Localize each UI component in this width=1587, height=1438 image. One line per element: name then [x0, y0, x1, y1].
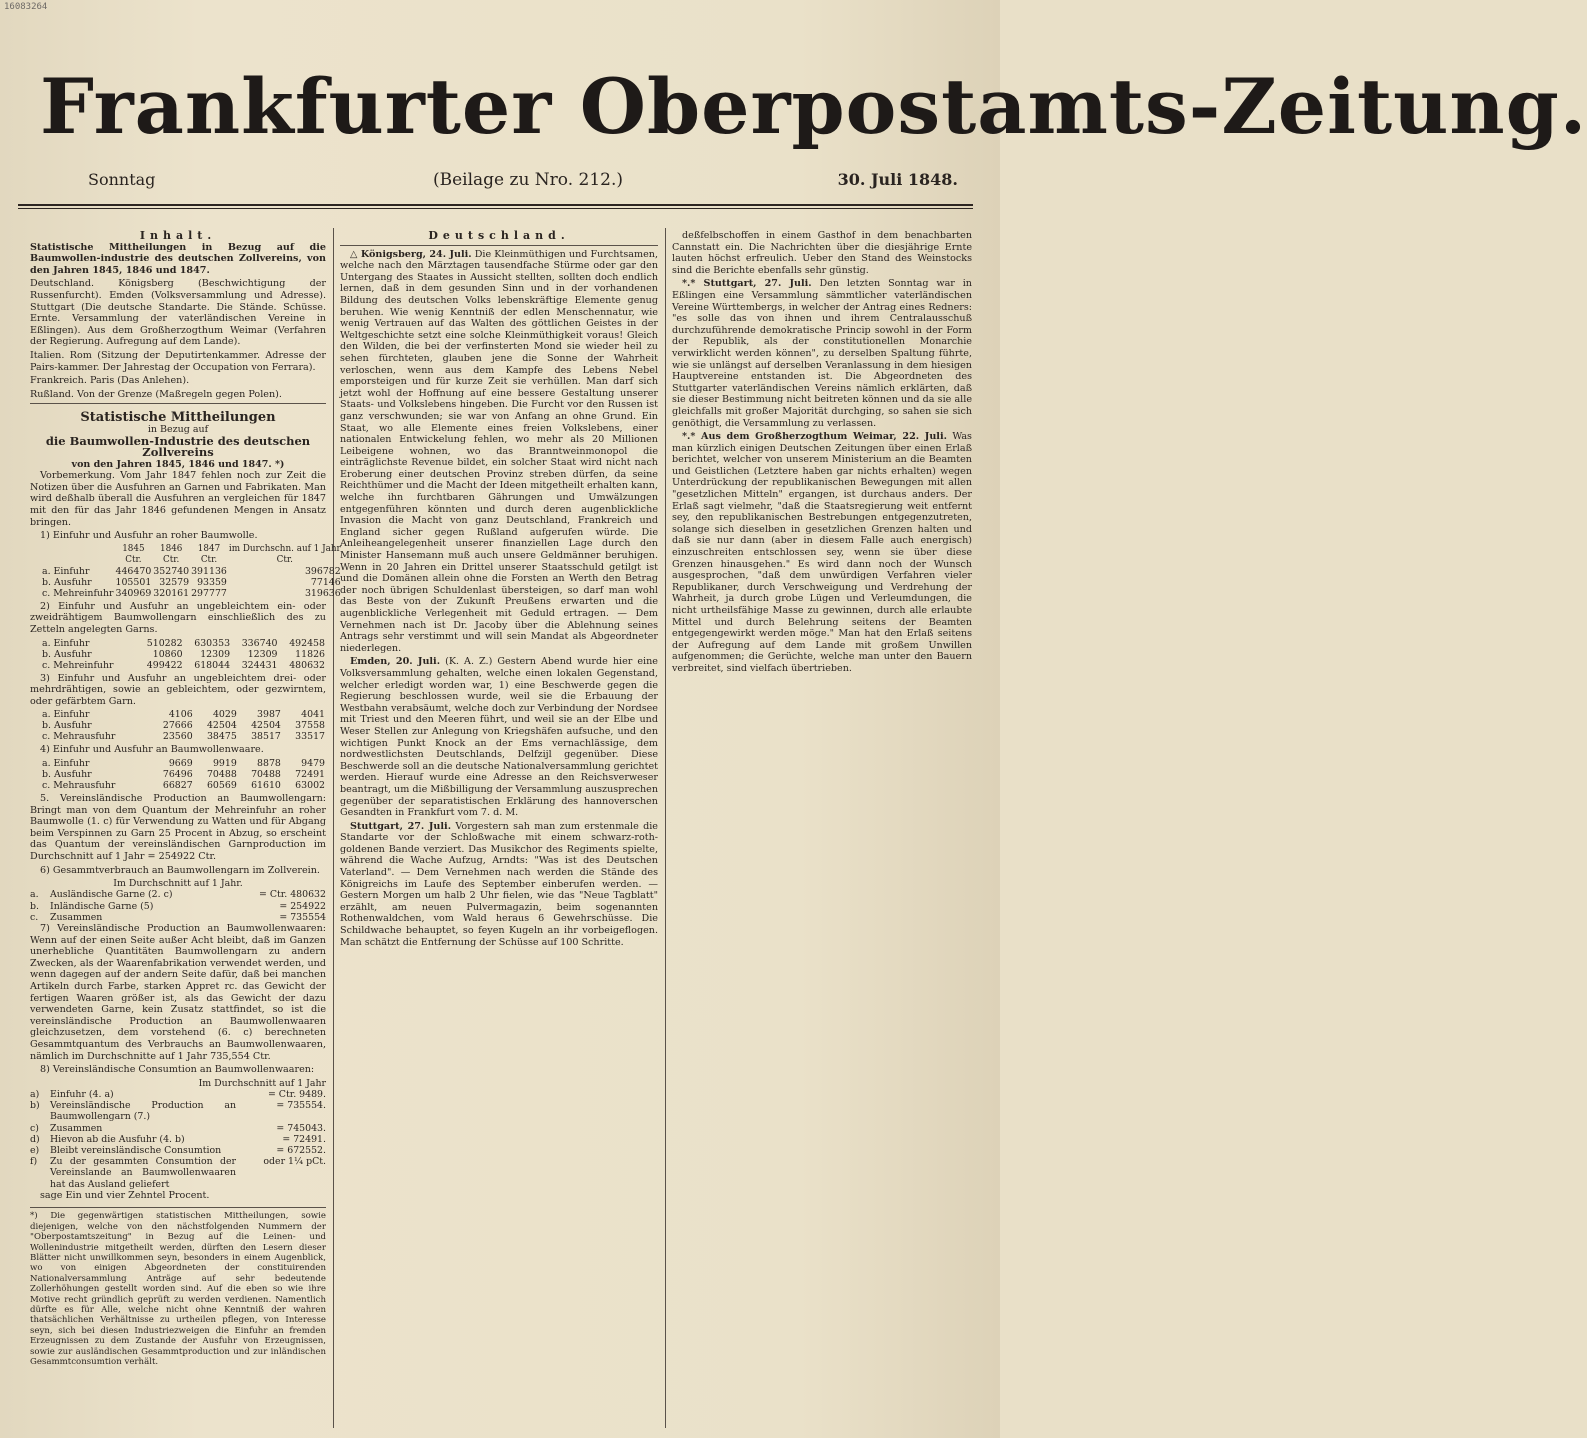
unit-cell: Ctr.	[163, 554, 180, 565]
article	[672, 230, 972, 276]
table-row: b. Ausfuhr 105501 32579 93359 77146	[42, 576, 341, 588]
article-text: Was man kürzlich einigen Deutschen Zeitungen über einen Erlaß berichtet, welcher von unserem Ministerium an die Beamten und Geistlichen (Letztere haben gar nichts erhalten) wegen Unterdrückung der republikanischen Bewegungen mit allen "gesetzlichen Mitteln" ergangen, ist durchaus anders. Der Erlaß sagt vielmehr, "daß die Staatsregierung weit entfernt sey, den republikanischen Bestrebungen entgegenzutreten, solange sich dieselben in gesetzlichen Grenzen halten und daß sie nur dann (aber in diesem Falle auch energisch) einzuschreiten entschlossen sey, wenn sie über diese Grenzen hinausgehen." Es wird dann noch der Wunsch ausgesprochen, "daß dem unwürdigen Verfahren vieler Republikaner, durch Verschweigung und Verdrehung der Wahrheit, ja durch grobe Lügen und Verleumdungen, die nicht urtheilsfähige Masse zu gewinnen, durch alle erlaubte Mittel und durch Belehrung seitens der Beamten entgegengewirkt werden möge." Man hat den Erlaß seitens der Aufregung auf dem Lande mit großem Unwillen aufgenommen; die Gerüchte, welche man unter den Bauern verbreitet, sind vielfach übertrieben.	[672, 431, 972, 674]
table-row: c. Mehreinfuhr 499422 618044 324431 480632	[42, 659, 325, 671]
section-8-calc	[30, 1089, 326, 1190]
article-dateline: △ Königsberg, 24. Juli.	[350, 248, 472, 260]
column-divider-2	[665, 228, 666, 1428]
col-header: 1846	[160, 543, 183, 554]
table-of-contents	[30, 230, 326, 400]
unit-cell: Ctr.	[125, 554, 142, 565]
section-title: 6) Gesammtverbrauch an Baumwollengarn im Zollverein.	[40, 864, 320, 876]
article	[672, 431, 972, 674]
statistics-title: Statistische Mittheilungen	[80, 410, 276, 426]
article-text: (K. A. Z.) Gestern Abend wurde hier eine Volksversammlung gehalten, welche einen lokalen Gegenstand, welcher erledigt worden war, 1) eine Beschwerde gegen die Regierung beschlossen wurde, weil sie die Erbauung der Westbahn verabsäumt, welche doch zur Verbindung der Nordsee mit Triest und den Meeren führt, und weil sie an der Elbe und Weser Stellen zur Anlegung von Kriegshäfen aufsuche, und den wichtigen Punkt Knock an der Ems vernachlässige, dem nordwestlichsten Deutschlands, Delfzijl gegenüber. Diese Beschwerde soll an die deutsche Nationalversammlung gerichtet werden. Hierauf wurde eine Adresse an den Reichsverweser beantragt, um die Mißbilligung der Versammlung auszusprechen gegenüber der separatistischen Erklärung des hannoverschen Gesandten in Frankfurt vom 7. d. M.	[340, 656, 658, 819]
col-header: 1845	[122, 543, 145, 554]
calc-row: c. Zusammen = 735554	[30, 911, 326, 923]
article-text: Die Kleinmüthigen und Furchtsamen, welche nach den Märztagen tausendfache Stürme oder gar den Untergang des Staates in Aussicht stellten, sollten doch endlich lernen, daß in dem gesunden Sinn und in der vorhandenen Bildung des deutschen Volks lebenskräftige Elemente genug beruhen. Wie wenig Kenntniß der edlen Menschennatur, wie wenig Vertrauen auf das Walten des göttlichen Geistes in der Weltgeschichte setzt eine solche Kleinmüthigkeit voraus! Gleich den Wilden, die bei der verfinsterten Mond sie wieder heil zu sehen fürchteten, glauben jene die Sonne der Wahrheit verloschen, wenn aus dem Kampfe des Lebens Nebel emporsteigen und für kurze Zeit sie verhüllen. Man darf sich jetzt wohl der Hoffnung auf eine bessere Gestaltung unserer Staats- und Volkslebens hingeben. Die Furcht vor den Russen ist ganz verschwunden; sie war von Anfang an ohne Grund. Ein Staat, wo alle Elemente eines freien Volkslebens, einer nationalen Entwickelung fehlen, wo mehr als 20 Millionen Leibeigene wohnen, wo das Branntweinmonopol die einträglichste Revenue bildet, ein solcher Staat wird nicht nach Eroberung einer deutschen Provinz streben dürfen, da seine Reichthümer und die Macht der Ideen mitgetheilt erhalten kann, welche ihn furchtbaren Gährungen und Umwälzungen entgegenführen könnten und durch deren augenblickliche Invasion die Macht von ganz Deutschland, Frankreich und England sicher gegen Rußland aufgerufen würde. Die Anleiheangelegenheit unserer finanziellen Lage durch den Minister Hansemann muß auch unsere Geldmänner beruhigen. Wenn in 20 Jahren ein Drittel unserer Staatsschuld getilgt ist und die Domänen allein ohne die Forsten an Werth den Betrag der noch übrigen Schuldenlast übersteigen, so darf man wohl das Beste von der Zukunft Preußens erwarten und die augenblickliche Verlegenheit mit Geduld ertragen. — Dem Vernehmen nach ist Dr. Jacoby über die Ablehnung seines Antrags sehr verstimmt und will sein Mandat als Abgeordneter niederlegen.	[340, 248, 658, 654]
table-row: a. Einfuhr 510282 630353 336740 492458	[42, 637, 325, 649]
contents-item: Rußland. Von der Grenze (Maßregeln gegen Polen).	[30, 388, 282, 400]
article-dateline: *.* Stuttgart, 27. Juli.	[682, 278, 812, 290]
col-header: im Durchschn. auf 1 Jahr	[228, 543, 341, 554]
section-6-note: Im Durchschnitt auf 1 Jahr.	[113, 878, 243, 890]
top-rule-thin	[18, 208, 973, 209]
archive-id: 16083264	[4, 2, 48, 12]
contents-heading: Inhalt.	[139, 229, 217, 242]
table-row: b. Ausfuhr 10860 12309 12309 11826	[42, 648, 325, 660]
calc-row: a. Ausländische Garne (2. c) = Ctr. 480632	[30, 889, 326, 901]
calc-row: e) Bleibt vereinsländische Consumtion = 672552.	[30, 1144, 326, 1156]
calc-row: b) Vereinsländische Production an Baumwollengarn (7.) = 735554.	[30, 1100, 326, 1123]
section-title: 8) Vereinsländische Consumtion an Baumwollenwaaren:	[40, 1064, 315, 1076]
article-dateline: *.* Aus dem Großherzogthum Weimar, 22. Juli.	[682, 431, 947, 443]
column-3	[672, 230, 972, 1425]
statistics-intro: Vorbemerkung. Vom Jahr 1847 fehlen noch zur Zeit die Notizen über die Ausfuhren an Garnen und Fabrikaten. Man wird deßhalb überall die Ausfuhren an vergleichen für 1847 mit den für das Jahr 1846 gefundenen Mengen in Ansatz bringen.	[30, 470, 326, 528]
statistics-table-4	[30, 758, 326, 791]
section-6-calc	[30, 889, 326, 923]
column-divider-1	[333, 228, 334, 1428]
column-2	[340, 230, 658, 1425]
issue-supplement: (Beilage zu Nro. 212.)	[432, 170, 624, 190]
column-1	[30, 229, 341, 1425]
statistics-subtitle: in Bezug auf	[147, 423, 209, 435]
calc-row: c) Zusammen = 745043.	[30, 1122, 326, 1134]
article	[340, 821, 658, 949]
statistics-years: von den Jahren 1845, 1846 und 1847. *)	[71, 458, 285, 470]
top-rule	[18, 204, 973, 206]
table-row: a. Einfuhr 9669 9919 8878 9479	[42, 758, 325, 769]
statistics-headline: die Baumwollen-Industrie des deutschen Zollvereins	[45, 433, 311, 460]
section-title: 2) Einfuhr und Ausfuhr an ungebleichtem ein- oder zweidrähtigem Baumwollengarn einschließlich des zu Zetteln angelegten Garns.	[30, 600, 326, 636]
calc-row: b. Inländische Garne (5) = 254922	[30, 900, 326, 912]
table-row: a. Einfuhr 4106 4029 3987 4041	[42, 709, 325, 721]
article	[340, 656, 658, 818]
article	[340, 249, 658, 655]
article-dateline: Stuttgart, 27. Juli.	[350, 820, 452, 832]
article-text: Vorgestern sah man zum erstenmale die Standarte vor der Schloßwache mit einem schwarz-roth-goldenen Bande verziert. Das Musikchor des Regiments spielte, während die Wache Aufzug, Arndts: "Was ist des Deutschen Vaterland". — Dem Vernehmen nach werden die Stände des Königreichs im Laufe des September einberufen werden. — Gestern Morgen um halb 2 Uhr fielen, wie das "Neue Tagblatt" erzählt, am neuen Pulvermagazin, beim sogenannten Rothenwaldchen, vom Wald heraus 6 Gewehrschüsse. Die Schildwache behauptet, so feyen Kugeln an ihr vorbeigeflogen. Man schätzt die Entfernung der Schüsse auf 100 Schritte.	[340, 820, 658, 948]
statistics-table-2	[30, 638, 326, 671]
issue-day: Sonntag	[88, 170, 156, 189]
section-divider	[340, 245, 658, 246]
table-row: c. Mehrausfuhr 66827 60569 61610 63002	[42, 780, 325, 791]
calc-row: f) Zu der gesammten Consumtion der Vereinslande an Baumwollenwaaren hat das Ausland geliefert oder 1¼ pCt.	[30, 1156, 326, 1190]
unit-cell: Ctr.	[200, 554, 218, 565]
section-5-text: 5. Vereinsländische Production an Baumwollengarn: Bringt man von dem Quantum der Mehreinfuhr an roher Baumwolle (1. c) für Verwendung zu Watten und für Abgang beim Verspinnen zu Garn 25 Procent in Abzug, so erscheint das Quantum der vereinsländischen Garnproduction im Durchschnitt auf 1 Jahr = 254922 Ctr.	[30, 793, 326, 862]
table-row: a. Einfuhr 446470 352740 391136 396782	[42, 565, 341, 577]
contents-item: Deutschland. Königsberg (Beschwichtigung der Russenfurcht). Emden (Volksversammlung und Adresse). Stuttgart (Die deutsche Standarte. Die Stände. Schüsse. Ernte. Versammlung der vaterländischen Vereine in Eßlingen). Aus dem Großherzogthum Weimar (Verfahren der Regierung. Aufregung auf dem Lande).	[30, 278, 326, 348]
article	[672, 278, 972, 429]
section-7-text: 7) Vereinsländische Production an Baumwollenwaaren: Wenn auf der einen Seite außer Acht bleibt, daß im Ganzen unerhebliche Quantitäten Baumwollengarn zu andern Zwecken, als der Waarenfabrikation verwendet werden, und wenn dagegen auf der andern Seite dafür, daß bei manchen Artikeln durch Farbe, starken Appret rc. das Gewicht der fertigen Waaren größer ist, als das Gewicht der dazu verwendeten Garne, kein Zusatz stattfindet, so ist die vereinsländische Production an Baumwollenwaaren gleichzusetzen, dem vorstehend (6. c) berechneten Gesammtquantum des Verbrauchs an Baumwollenwaaren, nämlich im Durchschnitte auf 1 Jahr 735,554 Ctr.	[30, 922, 326, 1062]
masthead-title: Frankfurter Oberpostamts-Zeitung.	[40, 62, 1587, 151]
contents-item: Italien. Rom (Sitzung der Deputirtenkammer. Adresse der Pairs-kammer. Der Jahrestag der Occupation von Ferrara).	[30, 349, 326, 373]
contents-item: Frankreich. Paris (Das Anlehen).	[30, 375, 190, 387]
article-text: deßfelbschoffen in einem Gasthof in dem benachbarten Cannstatt ein. Die Nachrichten über die diesjährige Ernte lauten höchst erfreulich. Ueber den Stand des Weinstocks sind die Berichte ebenfalls sehr günstig.	[672, 230, 972, 276]
calc-row: d) Hievon ab die Ausfuhr (4. b) = 72491.	[30, 1133, 326, 1145]
section-title: 1) Einfuhr und Ausfuhr an roher Baumwolle.	[40, 530, 258, 542]
table-row: b. Ausfuhr 76496 70488 70488 72491	[42, 769, 325, 780]
statistics-closing: sage Ein und vier Zehntel Procent.	[40, 1189, 210, 1201]
calc-row: a) Einfuhr (4. a) = Ctr. 9489.	[30, 1088, 326, 1100]
statistics-table-1	[30, 544, 342, 599]
table-row: c. Mehreinfuhr 340969 320161 297777 319636	[42, 587, 341, 599]
issue-date: 30. Juli 1848.	[837, 170, 958, 189]
section-divider	[30, 403, 326, 404]
section-title: 3) Einfuhr und Ausfuhr an ungebleichtem drei- oder mehrdrähtigen, sowie an gebleichtem, oder gezwirntem, oder gefärbtem Garn.	[30, 672, 326, 707]
table-row: b. Ausfuhr 27666 42504 42504 37558	[42, 720, 325, 732]
table-row: c. Mehrausfuhr 23560 38475 38517 33517	[42, 731, 325, 743]
statistics-table-3	[30, 709, 326, 742]
col-header: 1847	[197, 543, 221, 554]
article-text: Den letzten Sonntag war in Eßlingen eine Versammlung sämmtlicher vaterländischen Vereine Württembergs, in welcher der Antrag eines Redners: "es solle das von ihnen und ihrem Centralausschuß durchzuführende demokratische Princip sowohl in der Form der Republik, als der constitutionellen Monarchie verwirklicht werden können", zu derselben Spaltung führte, wie sie unlängst auf derselben Veranlassung in dem hiesigen Hauptvereine entstanden ist. Die Abgeordneten des Stuttgarter vaterländischen Vereins nämlich erklärten, daß sie dieser Bestimmung nicht beitreten können und da sie alle gleichfalls mit großer Majorität durchging, so sahen sie sich genöthigt, die Versammlung zu verlassen.	[672, 278, 972, 429]
footnote: *) Die gegenwärtigen statistischen Mittheilungen, sowie diejenigen, welche von den nächstfolgenden Nummern der "Oberpostamtszeitung" in Bezug auf die Leinen- und Wollenindustrie mitgetheilt werden, dürften den Lesern dieser Blätter nicht unwillkommen seyn, besonders in einem Augenblick, wo von einigen Abgeordneten der constituirenden Nationalversammlung Anträge auf sehr bedeutende Zollerhöhungen gestellt worden sind. Auf die eben so wie ihre Motive recht gründlich geprüft zu werden verdienen. Namentlich dürfte es für Alle, welche nicht ohne Kenntniß der wahren thatsächlichen Verhältnisse zu urtheilen pflegen, von Interesse seyn, sich bei diesen Industriezweigen die Einfuhr an fremden Erzeugnissen zu dem Zustande der Ausfuhr von Erzeugnissen, sowie zur ausländischen Gesammtproduction und zur inländischen Gesammtconsumtion verhält.	[30, 1207, 326, 1367]
section-heading-germany: Deutschland.	[428, 229, 570, 242]
contents-item: Statistische Mittheilungen in Bezug auf die Baumwollen-industrie des deutschen Zollvereins, von den Jahren 1845, 1846 und 1847.	[30, 241, 326, 276]
section-8-note: Im Durchschnitt auf 1 Jahr	[198, 1077, 326, 1089]
article-dateline: Emden, 20. Juli.	[350, 656, 441, 668]
dateline	[88, 170, 968, 198]
unit-cell: Ctr.	[276, 554, 293, 565]
section-title: 4) Einfuhr und Ausfuhr an Baumwollenwaare.	[40, 744, 264, 756]
